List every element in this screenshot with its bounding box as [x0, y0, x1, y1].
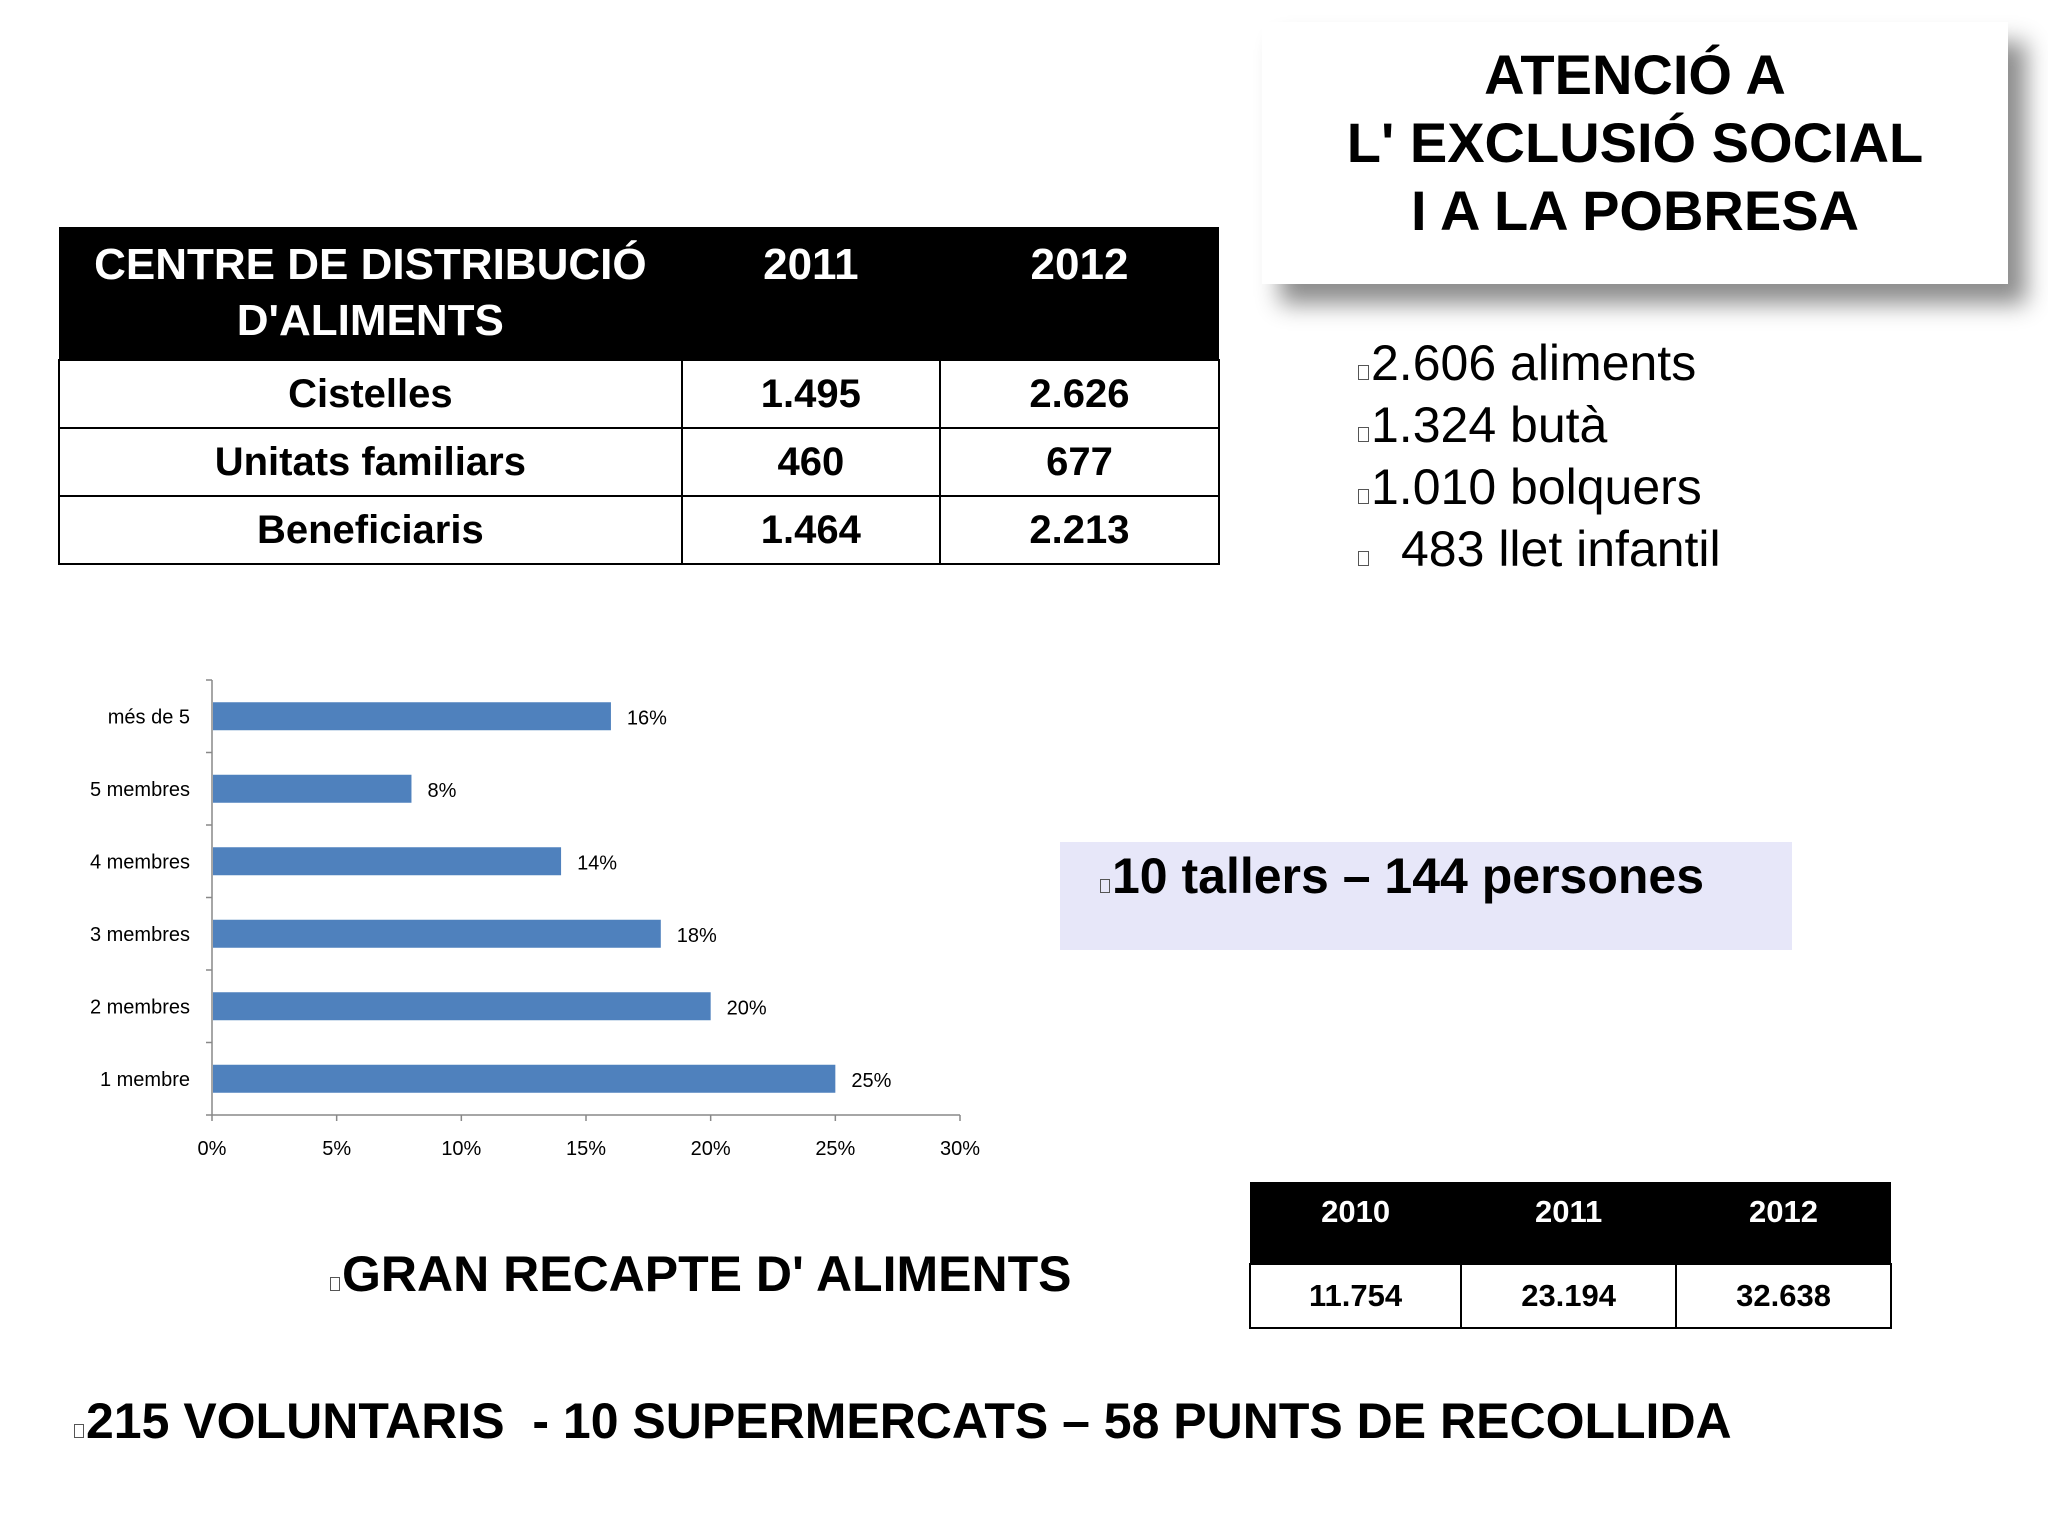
row-value-2011: 460 [682, 428, 940, 496]
bullet-box-icon [1358, 365, 1369, 380]
tallers-text: 10 tallers – 144 persones [1112, 848, 1705, 904]
recapte-value: 23.194 [1461, 1264, 1676, 1328]
list-item-text: 483 llet infantil [1401, 521, 1721, 577]
table-row [1250, 1264, 1891, 1328]
recapte-value: 32.638 [1676, 1264, 1891, 1328]
table-row [59, 496, 1219, 564]
list-item [1358, 332, 1721, 394]
data-label: 8% [427, 779, 457, 802]
bullet-box-icon [1358, 489, 1369, 504]
row-value-2012: 2.213 [940, 496, 1219, 564]
list-item [1358, 518, 1721, 580]
x-tick-label: 5% [322, 1138, 352, 1160]
recapte-value: 11.754 [1250, 1264, 1461, 1328]
list-item-text: 1.010 bolquers [1371, 459, 1702, 515]
y-category-label: 2 membres [89, 996, 190, 1019]
recapte-title-text: GRAN RECAPTE D' ALIMENTS [342, 1246, 1072, 1302]
header-year: 2012 [1676, 1182, 1891, 1264]
bullet-box-icon [1358, 551, 1369, 566]
x-tick-label: 20% [690, 1138, 731, 1160]
recapte-table [1249, 1182, 1892, 1329]
y-category-label: 5 membres [89, 778, 190, 801]
data-label: 25% [851, 1069, 892, 1092]
title-box [1262, 22, 2008, 284]
header-label [59, 227, 682, 360]
title-line-2: L' EXCLUSIÓ SOCIAL [1346, 111, 1924, 174]
y-category-label: més de 5 [107, 706, 190, 729]
x-tick-label: 30% [939, 1138, 981, 1160]
bottom-summary [74, 1392, 1732, 1450]
bullet-box-icon [74, 1424, 84, 1438]
data-label: 16% [626, 707, 667, 730]
x-tick-label: 25% [815, 1138, 856, 1160]
bullet-box-icon [330, 1277, 340, 1291]
distribution-table [58, 227, 1220, 565]
distribution-table-header [59, 227, 1219, 360]
data-label: 20% [726, 997, 767, 1020]
bar [213, 775, 411, 803]
list-item-text: 1.324 butà [1371, 397, 1608, 453]
header-year: 2010 [1250, 1182, 1461, 1264]
header-label-line-2: D'ALIMENTS [236, 296, 504, 345]
row-value-2011: 1.464 [682, 496, 940, 564]
table-row [59, 360, 1219, 428]
header-year-2011: 2011 [682, 227, 940, 360]
y-category-label: 3 membres [89, 923, 190, 946]
row-label: Cistelles [59, 360, 682, 428]
header-year-2012: 2012 [940, 227, 1219, 360]
bar [213, 992, 711, 1020]
bullet-box-icon [1100, 879, 1110, 893]
data-label: 18% [676, 924, 717, 947]
header-label-line-1: CENTRE DE DISTRIBUCIÓ [94, 240, 647, 289]
list-item [1358, 394, 1721, 456]
tallers-box [1060, 842, 1792, 950]
recapte-title [330, 1245, 1072, 1303]
bullet-box-icon [1358, 427, 1369, 442]
list-item [1358, 456, 1721, 518]
household-size-chart [40, 660, 1000, 1180]
y-category-label: 4 membres [89, 851, 190, 874]
row-value-2011: 1.495 [682, 360, 940, 428]
header-year: 2011 [1461, 1182, 1676, 1264]
y-category-label: 1 membre [99, 1068, 190, 1091]
recapte-table-header [1250, 1182, 1891, 1264]
x-tick-label: 15% [565, 1138, 607, 1160]
bottom-summary-text: 215 VOLUNTARIS - 10 SUPERMERCATS – 58 PUNTS DE RECOLLIDA [86, 1393, 1732, 1449]
list-item-text: 2.606 aliments [1371, 335, 1697, 391]
bar [213, 1065, 835, 1093]
table-row [59, 428, 1219, 496]
title-line-3: I A LA POBRESA [1410, 179, 1860, 242]
bar [213, 847, 561, 875]
data-label: 14% [577, 852, 618, 875]
row-label: Beneficiaris [59, 496, 682, 564]
x-tick-label: 10% [441, 1138, 482, 1160]
supplies-list [1358, 332, 1721, 580]
title-line-1: ATENCIÓ A [1484, 43, 1786, 106]
bar [213, 920, 661, 948]
bar [213, 702, 611, 730]
row-label: Unitats familiars [59, 428, 682, 496]
row-value-2012: 677 [940, 428, 1219, 496]
x-tick-label: 0% [197, 1138, 227, 1160]
row-value-2012: 2.626 [940, 360, 1219, 428]
